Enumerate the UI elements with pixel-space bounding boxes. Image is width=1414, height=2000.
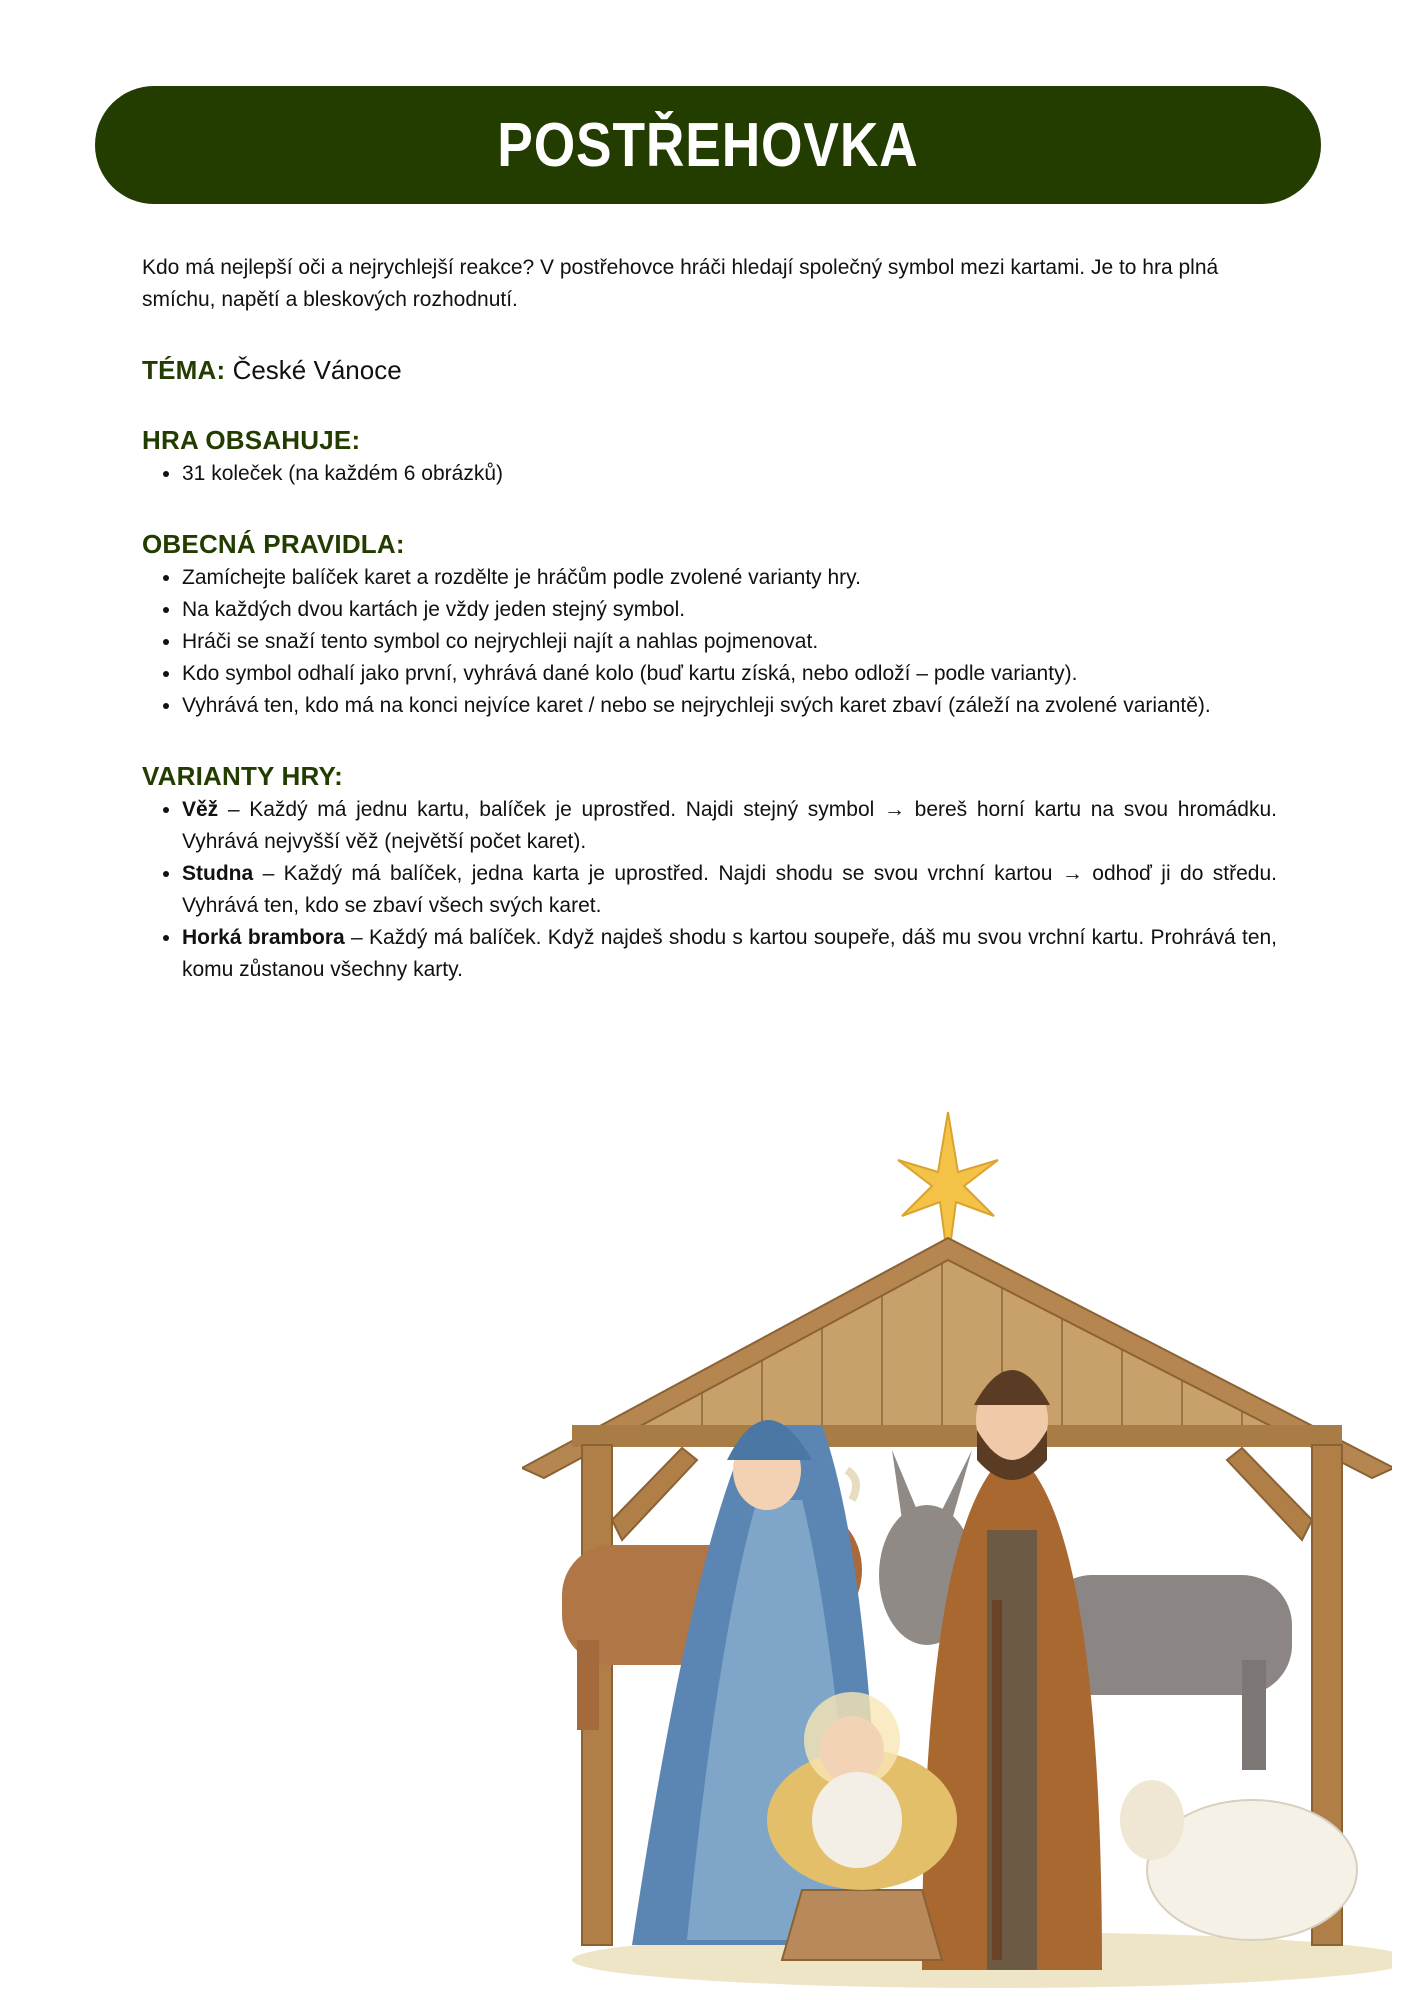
contents-section xyxy=(142,424,1277,490)
list-item: • Na každých dvou kartách je vždy jeden stejný symbol. xyxy=(182,594,1277,626)
list-item: • Zamíchejte balíček karet a rozdělte je hráčům podle zvolené varianty hry. xyxy=(182,562,1277,594)
rules-section xyxy=(142,528,1277,722)
list-item: • Kdo symbol odhalí jako první, vyhrává dané kolo (buď kartu získá, nebo odloží – podle varianty). xyxy=(182,658,1277,690)
list-item: • Hráči se snaží tento symbol co nejrychleji najít a nahlas pojmenovat. xyxy=(182,626,1277,658)
list-item: • Vyhrává ten, kdo má na konci nejvíce karet / nebo se nejrychleji svých karet zbaví (záleží na zvolené variantě). xyxy=(182,690,1277,722)
variant-name: Studna xyxy=(182,862,254,885)
rules-document xyxy=(142,252,1277,986)
joseph-figure xyxy=(922,1370,1102,1970)
list-item: • 31 koleček (na každém 6 obrázků) xyxy=(182,458,1277,490)
intro-paragraph: Kdo má nejlepší oči a nejrychlejší reakce? V postřehovce hráči hledají společný symbol mezi kartami. Je to hra plná smíchu, napětí a bleskových rozhodnutí. xyxy=(142,256,1219,311)
variant-item xyxy=(182,794,1277,858)
contents-list xyxy=(142,458,1277,490)
variant-item xyxy=(182,922,1277,986)
theme-label: TÉMA: xyxy=(142,355,226,385)
variant-text: – Každý má jednu kartu, balíček je uprostřed. Najdi stejný symbol → bereš horní kartu na svou hromádku. Vyhrává nejvyšší věž (největší počet karet). xyxy=(182,798,1277,853)
variant-item xyxy=(182,858,1277,922)
theme-value: České Vánoce xyxy=(232,355,402,385)
contents-heading: HRA OBSAHUJE: xyxy=(142,425,361,455)
title-banner xyxy=(95,86,1321,204)
variant-name: Horká brambora xyxy=(182,926,345,949)
rules-heading: OBECNÁ PRAVIDLA: xyxy=(142,529,405,559)
theme-line xyxy=(142,354,1277,386)
page-title: POSTŘEHOVKA xyxy=(497,110,919,180)
variants-heading: VARIANTY HRY: xyxy=(142,761,343,791)
variant-name: Věž xyxy=(182,798,219,821)
stable-roof xyxy=(522,1238,1392,1478)
variant-text: – Každý má balíček. Když najdeš shodu s kartou soupeře, dáš mu svou vrchní kartu. Prohrává ten, komu zůstanou všechny karty. xyxy=(182,926,1278,981)
variant-text: – Každý má balíček, jedna karta je uprostřed. Najdi shodu se svou vrchní kartou → odhoď ji do středu. Vyhrává ten, kdo se zbaví všech svých karet. xyxy=(182,862,1277,917)
variants-list xyxy=(142,794,1277,986)
variants-section xyxy=(142,760,1277,986)
rules-list xyxy=(142,562,1277,722)
nativity-scene-illustration xyxy=(522,1100,1392,1990)
